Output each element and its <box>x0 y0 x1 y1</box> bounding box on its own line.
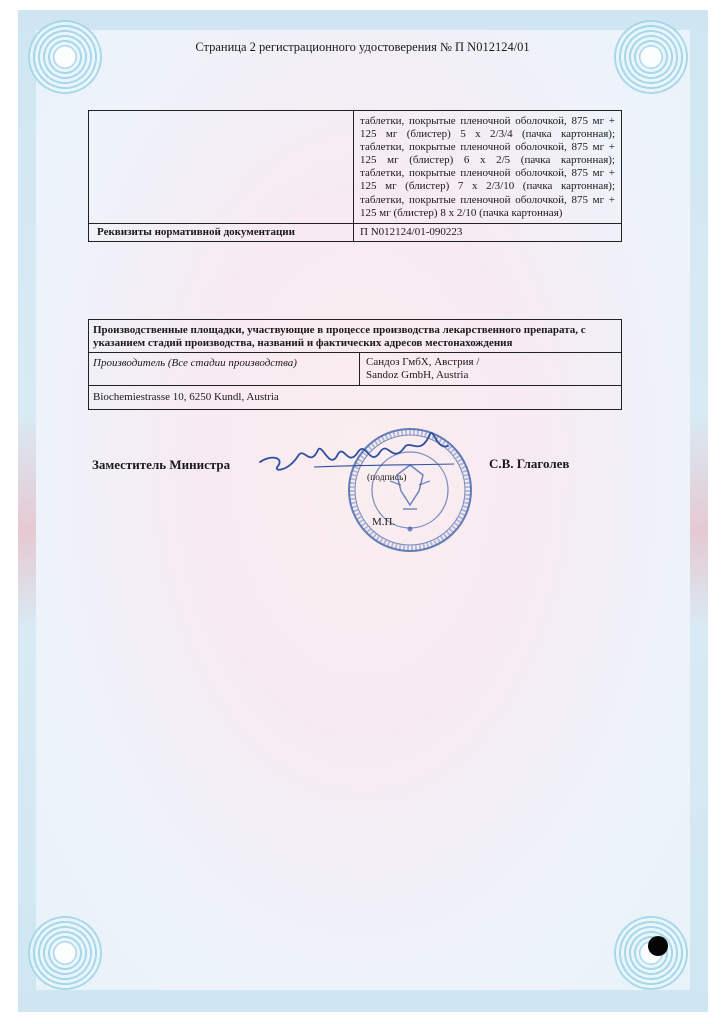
production-heading: Производственные площадки, участвующие в процессе производства лекарственного препарата, с указанием стадий производства, названий и фактических адресов местонахождения <box>89 320 622 353</box>
seal-caption: М.П. <box>372 516 396 528</box>
packaging-table <box>88 110 622 242</box>
list-item: таблетки, покрытые пленочной оболочкой, 875 мг + 125 мг (блистер) 5 х 2/3/4 (пачка картонная); <box>360 115 615 141</box>
production-table <box>88 319 622 410</box>
corner-rosette-icon <box>28 20 102 94</box>
signatory-name: С.В. Глаголев <box>489 456 570 471</box>
handwritten-signature-icon <box>258 428 478 478</box>
producer-company <box>360 353 622 386</box>
normative-label: Реквизиты нормативной документации <box>89 223 354 241</box>
list-item: таблетки, покрытые пленочной оболочкой, 875 мг + 125 мг (блистер) 7 х 2/3/10 (пачка картонная); <box>360 167 615 193</box>
table-row <box>89 223 622 241</box>
company-name-ru: Сандоз ГмбХ, Австрия / <box>366 356 480 368</box>
signatory-position: Заместитель Министра <box>92 457 231 472</box>
list-item: таблетки, покрытые пленочной оболочкой, 875 мг + 125 мг (блистер) 8 х 2/10 (пачка картонная) <box>360 193 615 219</box>
packaging-cell <box>354 111 622 224</box>
page-title: Страница 2 регистрационного удостоверения № П N012124/01 <box>195 40 530 54</box>
list-item: таблетки, покрытые пленочной оболочкой, 875 мг + 125 мг (блистер) 6 х 2/5 (пачка картонная); <box>360 141 615 167</box>
table-row <box>89 386 622 410</box>
producer-address: Biochemiestrasse 10, 6250 Kundl, Austria <box>89 386 622 410</box>
table-row <box>89 353 622 386</box>
producer-role: Производитель (Все стадии производства) <box>89 353 360 386</box>
table-row <box>89 320 622 353</box>
empty-cell <box>89 111 354 224</box>
table-row <box>89 111 622 224</box>
punch-hole <box>648 936 668 956</box>
corner-rosette-icon <box>28 916 102 990</box>
normative-value: П N012124/01-090223 <box>354 223 622 241</box>
signature-caption: (подпись) <box>367 473 407 483</box>
company-name-en: Sandoz GmbH, Austria <box>366 369 469 381</box>
corner-rosette-icon <box>614 20 688 94</box>
